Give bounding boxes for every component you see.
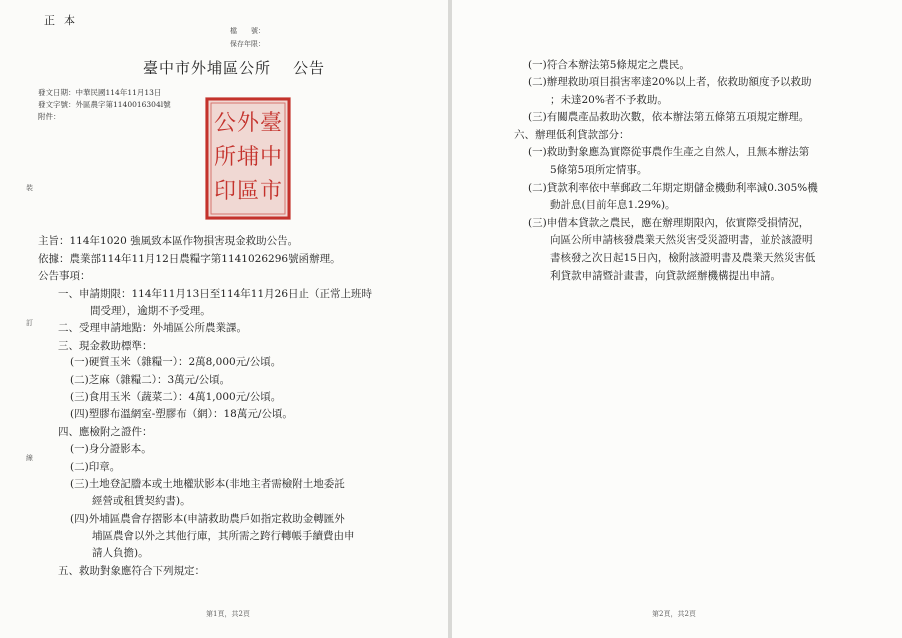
svg-text:臺: 臺: [259, 111, 283, 136]
item-1-continued: 間受理），逾期不予受理。: [90, 305, 211, 317]
loan-condition-2-continued: 動計息(目前年息1.29%)。: [550, 199, 676, 211]
eligibility-1: (一)符合本辦法第5條規定之農民。: [528, 59, 690, 71]
binding-mark: 訂: [26, 319, 33, 327]
basis-line: 依據：農業部114年11月12日農糧字第1141026296號函辦理。: [38, 253, 341, 265]
svg-text:區: 區: [236, 179, 260, 204]
item-5-eligibility: 五、救助對象應符合下列規定：: [58, 565, 205, 577]
document-4-continued: 埔區農會以外之其他行庫，其所需之跨行轉帳手續費由申: [92, 530, 355, 542]
binding-mark: 線: [26, 454, 33, 462]
page-2-footer: 第2頁，共2頁: [652, 610, 696, 618]
svg-text:中: 中: [259, 145, 283, 170]
subject-line: 主旨：114年1020 強風致本區作物損害現金救助公告。: [38, 235, 299, 247]
document-title: [143, 57, 325, 78]
item-6-low-interest-loan: 六、辦理低利貸款部分：: [514, 129, 630, 141]
loan-condition-2: (二)貸款利率依中華郵政二年期定期儲金機動利率減0.305%機: [528, 182, 818, 194]
title-organization: 臺中市外埔區公所: [143, 59, 272, 77]
document-4-continued: 請人負擔)。: [92, 547, 149, 559]
loan-condition-3-continued: 利貸款申請暨計畫書，向貸款經辦機構提出申請。: [550, 270, 781, 282]
relief-rate-4: (四)塑膠布溫網室-塑膠布（網）：18萬元/公頃。: [70, 408, 293, 420]
eligibility-2-continued: ；未達20%者不予救助。: [550, 94, 668, 106]
document-3-continued: 經營或租賃契約書)。: [92, 495, 191, 507]
item-1-application-period: 一、申請期限：114年11月13日至114年11月26日止（正常上班時: [58, 288, 373, 300]
svg-text:外: 外: [236, 111, 260, 136]
retention-period-label: 保存年限：: [230, 40, 265, 48]
copy-mark: 正本: [44, 14, 84, 27]
item-3-relief-standard: 三、現金救助標準：: [58, 340, 153, 352]
document-4: (四)外埔區農會存摺影本(申請救助農戶如指定救助金轉匯外: [70, 513, 345, 525]
svg-text:印: 印: [213, 179, 237, 204]
official-seal-stamp: [204, 96, 292, 221]
document-1: (一)身分證影本。: [70, 443, 152, 455]
issue-number: 發文字號：外區農字第1140016304l號: [38, 100, 171, 109]
binding-mark: 裝: [26, 184, 33, 192]
file-number-label: 檔 號：: [230, 27, 265, 35]
document-2: (二)印章。: [70, 461, 121, 473]
loan-condition-3-continued: 向區公所申請核發農業天然災害受災證明書，並於該證明: [550, 234, 813, 246]
issue-date: 發文日期：中華民國114年11月13日: [38, 88, 162, 97]
loan-condition-1: (一)救助對象應為實際從事農作生產之自然人，且無本辦法第: [528, 146, 810, 158]
relief-rate-1: (一)硬質玉米（雜糧一）：2萬8,000元/公頃。: [70, 356, 282, 368]
loan-condition-3: (三)申借本貸款之農民，應在辦理期限內，依實際受損情況，: [528, 217, 810, 229]
document-page-2: [452, 0, 902, 638]
item-4-required-documents: 四、應檢附之證件：: [58, 426, 153, 438]
notice-items-heading: 公告事項：: [38, 270, 91, 282]
svg-text:市: 市: [259, 179, 283, 204]
page-1-footer: 第1頁，共2頁: [206, 610, 250, 618]
loan-condition-3-continued: 書核發之次日起15日內，檢附該證明書及農業天然災害低: [550, 252, 816, 264]
relief-rate-2: (二)芝麻（雜糧二）：3萬元/公頃。: [70, 374, 231, 386]
title-kind: 公告: [293, 59, 326, 77]
svg-text:公: 公: [213, 111, 237, 136]
eligibility-2: (二)辦理救助項目損害率達20%以上者，依救助額度予以救助: [528, 76, 812, 88]
document-3: (三)土地登記謄本或土地權狀影本(非地主者需檢附土地委託: [70, 478, 345, 490]
item-2-application-location: 二、受理申請地點：外埔區公所農業課。: [58, 322, 247, 334]
loan-condition-1-continued: 5條第5項所定情事。: [550, 164, 648, 176]
svg-text:埔: 埔: [236, 145, 260, 170]
eligibility-3: (三)有關農產品救助次數，依本辦法第五條第五項規定辦理。: [528, 111, 810, 123]
relief-rate-3: (三)食用玉米（蔬菜二）：4萬1,000元/公頃。: [70, 391, 282, 403]
attachment-label: 附件：: [38, 112, 61, 121]
document-page-1: [0, 0, 448, 638]
svg-text:所: 所: [213, 145, 237, 170]
